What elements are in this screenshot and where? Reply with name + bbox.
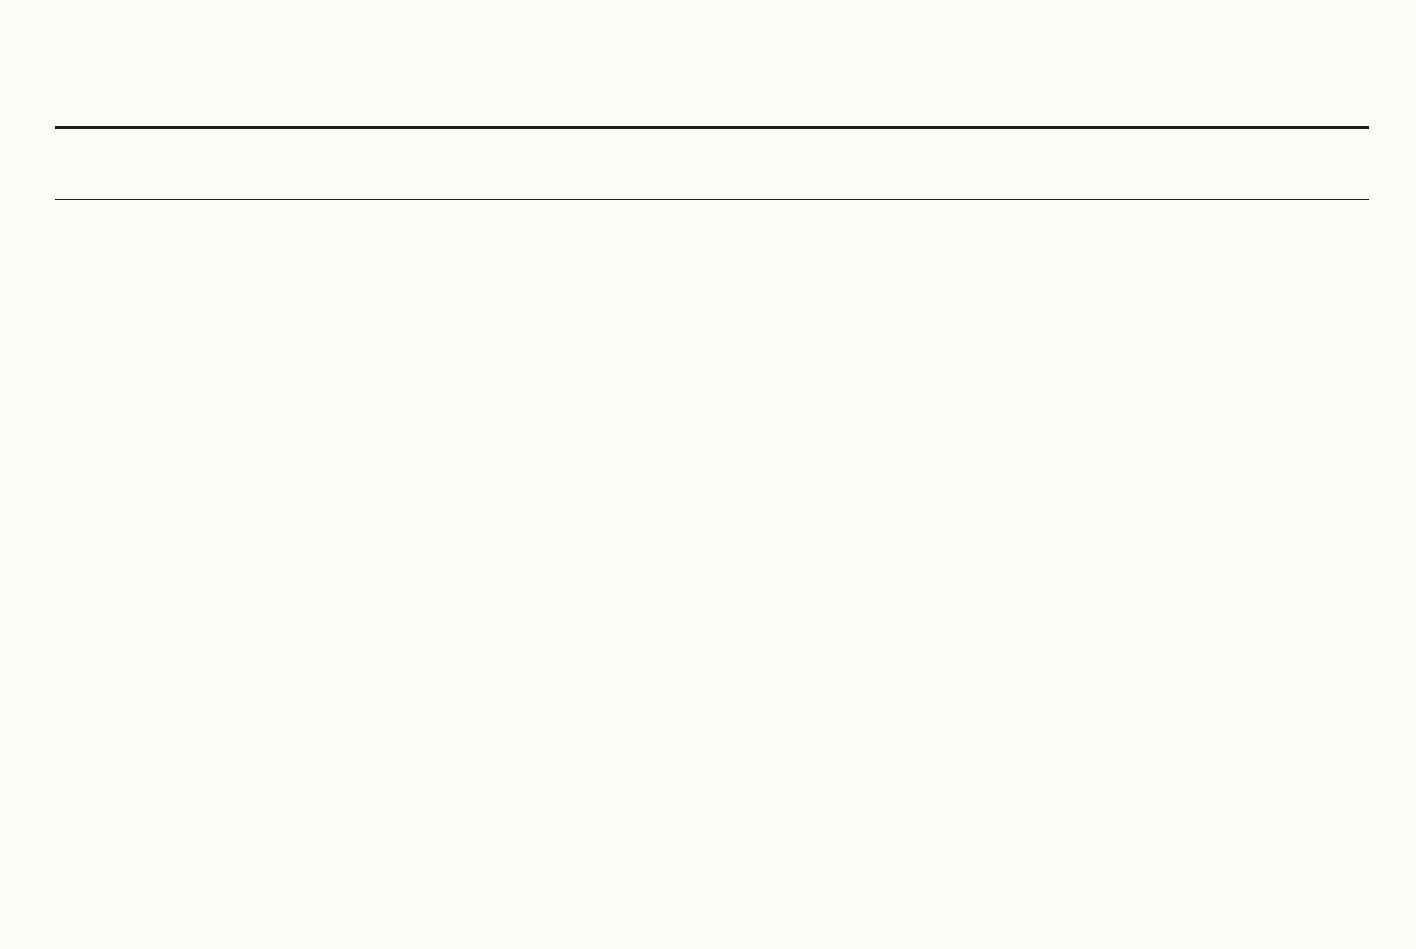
header-rule [55, 199, 1369, 200]
top-rule [55, 126, 1369, 129]
